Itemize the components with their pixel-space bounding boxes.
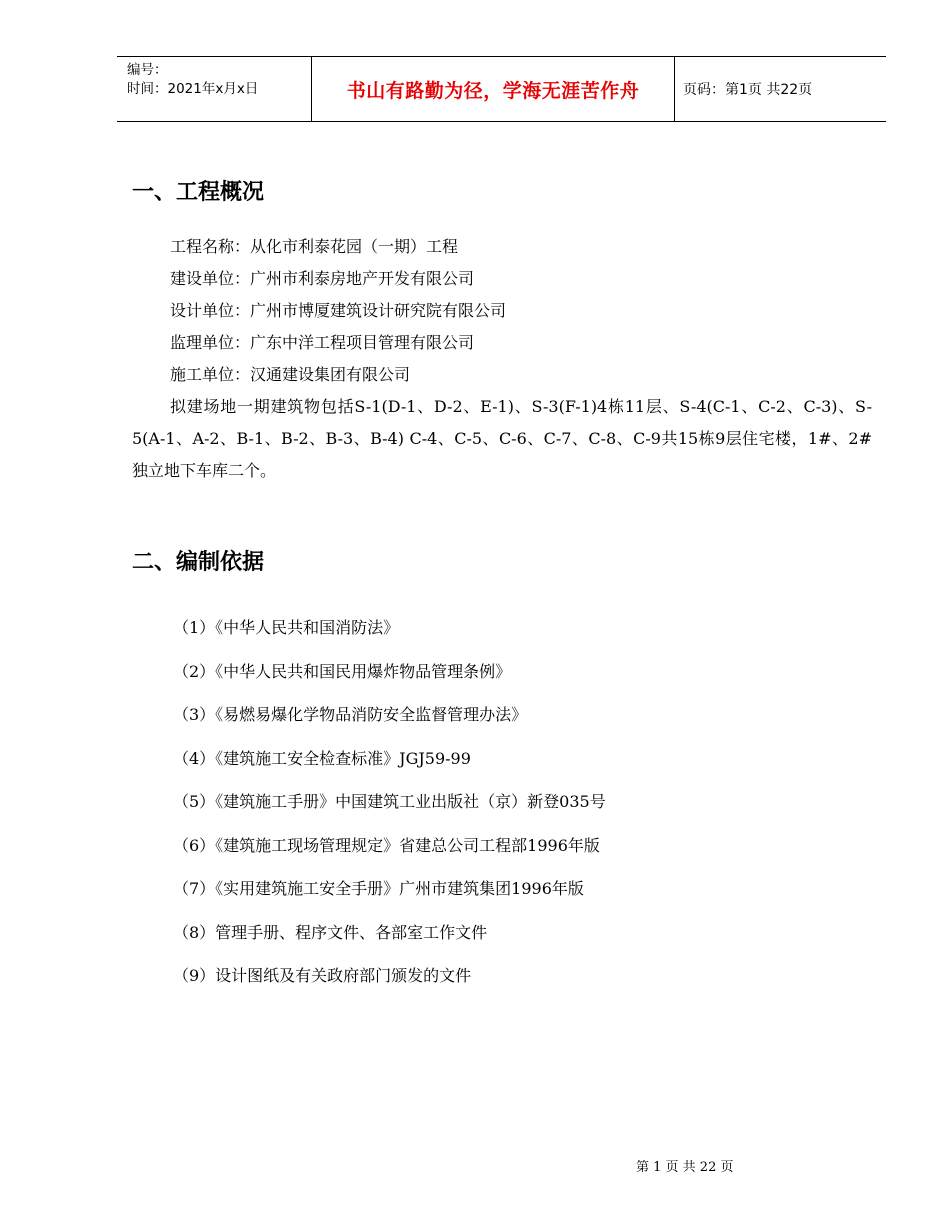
contractor-line: 施工单位：汉通建设集团有限公司	[170, 365, 411, 384]
basis-item: （5）《建筑施工手册》中国建筑工业出版社（京）新登035号	[173, 792, 606, 811]
project-name-line: 工程名称：从化市利泰花园（一期）工程	[170, 237, 459, 256]
basis-item: （3）《易燃易爆化学物品消防安全监督管理办法》	[173, 705, 528, 724]
basis-item: （4）《建筑施工安全检查标准》JGJ59-99	[173, 748, 471, 768]
basis-item: （9）设计图纸及有关政府部门颁发的文件	[173, 966, 472, 985]
designer-line: 设计单位：广州市博厦建筑设计研究院有限公司	[170, 301, 507, 320]
basis-item: （7）《实用建筑施工安全手册》广州市建筑集团1996年版	[173, 879, 584, 898]
basis-item: （1）《中华人民共和国消防法》	[173, 618, 400, 637]
section-title-overview: 一、工程概况	[132, 180, 265, 205]
document-number-label: 编号：	[127, 62, 168, 78]
page-header	[117, 56, 886, 122]
project-description: 拟建场地一期建筑物包括S-1(D-1、D-2、E-1)、S-3(F-1)4栋11层、S-4(C-1、C-2、C-3)、S-5(A-1、A-2、B-1、B-2、B-3、B-4) C-4、C-5、C-6、C-7、C-8、C-9共15栋9层住宅楼，1#、2#独立地下车库二个。	[132, 397, 872, 480]
owner-line: 建设单位：广州市利泰房地产开发有限公司	[170, 269, 475, 288]
basis-item: （8）管理手册、程序文件、各部室工作文件	[173, 922, 488, 942]
basis-item: （6）《建筑施工现场管理规定》省建总公司工程部1996年版	[173, 835, 600, 855]
basis-list	[173, 612, 606, 1004]
header-motto: 书山有路勤为径，学海无涯苦作舟	[312, 57, 675, 121]
basis-item: （2）《中华人民共和国民用爆炸物品管理条例》	[173, 661, 512, 681]
header-meta	[117, 57, 312, 121]
project-overview	[132, 231, 872, 487]
page-footer: 第 1 页 共 22 页	[636, 1160, 734, 1175]
supervisor-line: 监理单位：广东中洋工程项目管理有限公司	[170, 333, 475, 352]
section-title-basis: 二、编制依据	[132, 550, 265, 575]
document-date: 时间：2021年x月x日	[127, 81, 259, 97]
header-page-info: 页码：第1页 共22页	[683, 82, 813, 98]
